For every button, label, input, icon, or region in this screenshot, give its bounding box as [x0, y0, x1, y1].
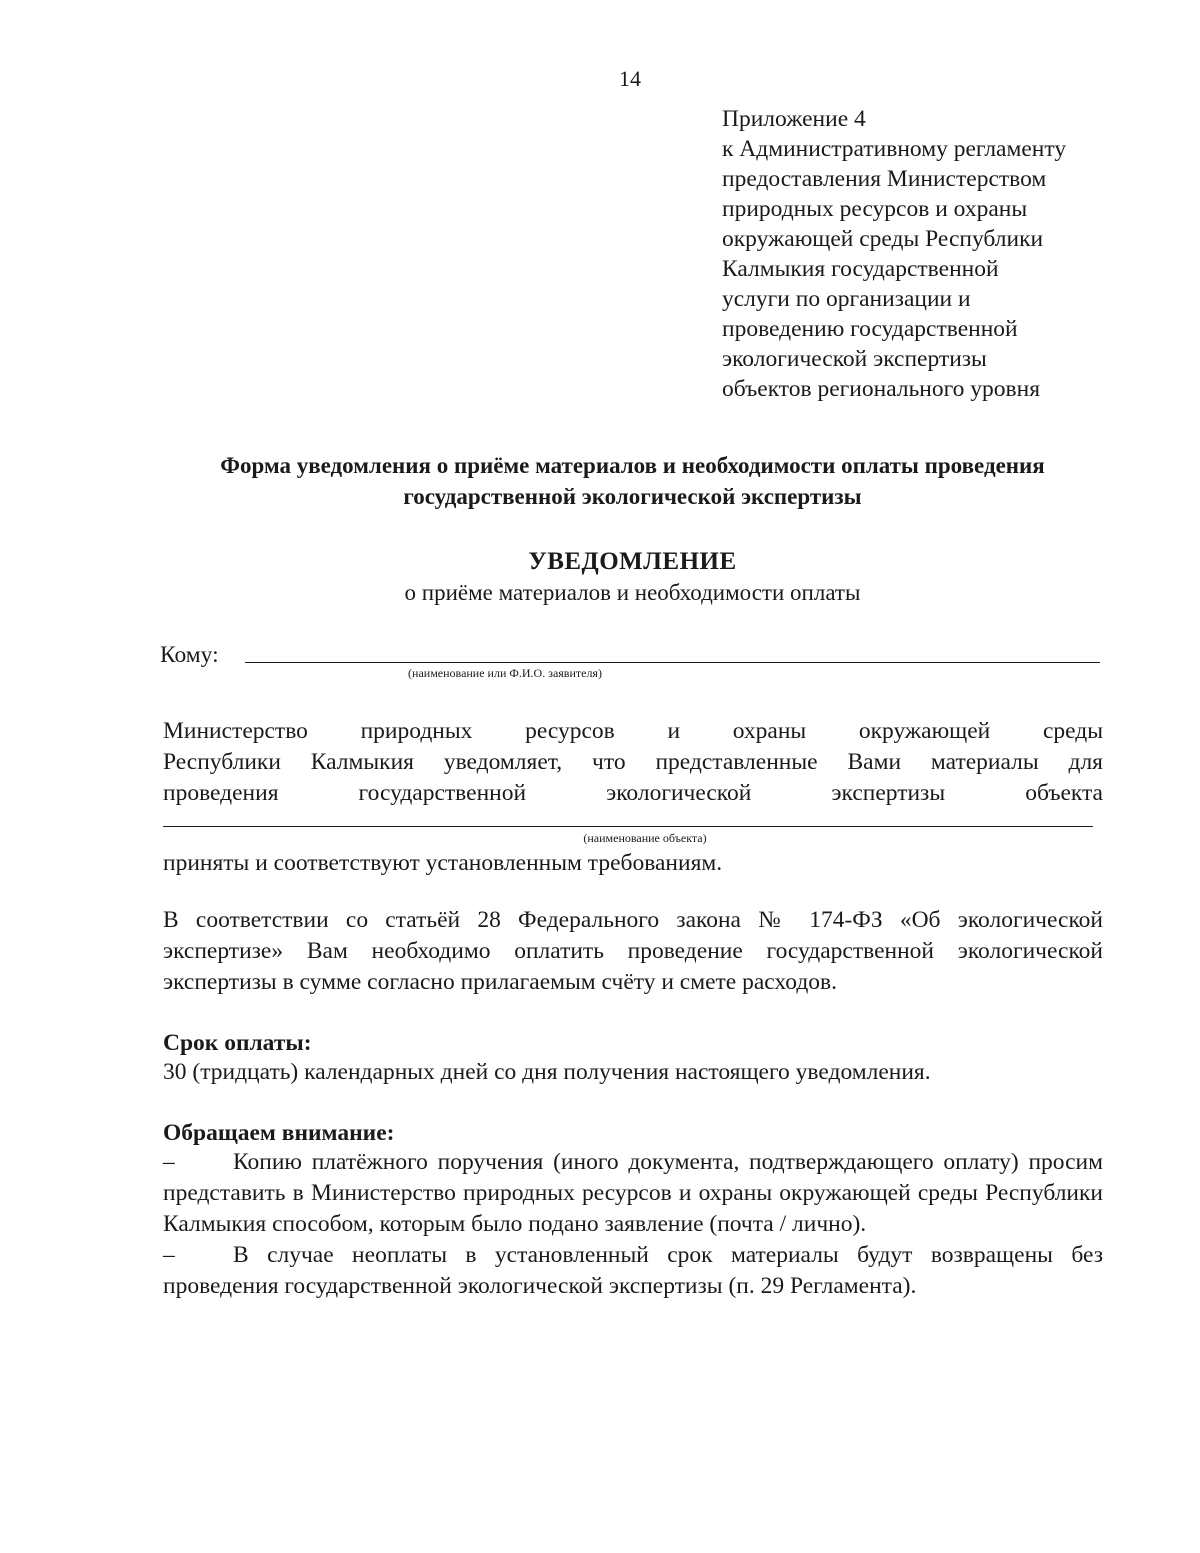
payment-paragraph: В соответствии со статьёй 28 Федерального закона № 174-ФЗ «Об экологической экспертизе» Вам необходимо оплатить проведение государственной экологической экспертизы в сумме согласно прилагаемым счёту и смете расходов. — [163, 907, 1103, 995]
list-item — [163, 1147, 1103, 1240]
notice-line: Республики Калмыкия уведомляет, что представленные Вами материалы для — [163, 749, 1103, 775]
attention-title: Обращаем внимание: — [163, 1120, 395, 1146]
deadline-title: Срок оплаты: — [163, 1030, 312, 1056]
deadline-text: 30 (тридцать) календарных дней со дня получения настоящего уведомления. — [163, 1059, 931, 1085]
appendix-line: экологической экспертизы — [722, 346, 987, 372]
appendix-reference — [722, 104, 1066, 404]
page-number: 14 — [619, 66, 641, 91]
bullet-dash: – — [163, 1242, 175, 1268]
list-item — [163, 1240, 1103, 1302]
list-item-text: Копию платёжного поручения (иного документа, подтверждающего оплату) просим представить в Министерство природных ресурсов и охраны окружающей среды Республики Калмыкия способом, которым было подано заявление (почта / лично). — [163, 1149, 1103, 1237]
form-title-line: государственной экологической экспертизы — [403, 484, 862, 509]
notice-heading: УВЕДОМЛЕНИЕ — [528, 548, 737, 575]
appendix-line: проведению государственной — [722, 316, 1018, 342]
recipient-label: Кому: — [160, 642, 219, 668]
appendix-line: услуги по организации и — [722, 286, 971, 312]
notice-line: Министерство природных ресурсов и охраны окружающей среды — [163, 718, 1103, 744]
form-title-line: Форма уведомления о приёме материалов и необходимости оплаты проведения — [220, 453, 1045, 478]
object-blank-line[interactable] — [163, 826, 1093, 827]
object-caption: (наименование объекта) — [583, 831, 707, 845]
appendix-line: предоставления Министерством — [722, 166, 1047, 192]
accepted-text: приняты и соответствуют установленным требованиям. — [163, 850, 723, 876]
notice-subheading: о приёме материалов и необходимости оплаты — [404, 580, 861, 605]
attention-list — [163, 1147, 1103, 1302]
recipient-caption: (наименование или Ф.И.О. заявителя) — [408, 666, 602, 680]
form-title — [160, 450, 1105, 512]
appendix-line: Приложение 4 — [722, 106, 866, 132]
list-item-text: В случае неоплаты в установленный срок материалы будут возвращены без проведения государственной экологической экспертизы (п. 29 Регламента). — [163, 1242, 1103, 1299]
recipient-blank-line[interactable] — [245, 662, 1100, 663]
appendix-line: Калмыкия государственной — [722, 256, 999, 282]
notice-line: проведения государственной экологической экспертизы объекта — [163, 780, 1103, 806]
appendix-line: природных ресурсов и охраны — [722, 196, 1028, 222]
appendix-line: окружающей среды Республики — [722, 226, 1044, 252]
bullet-dash: – — [163, 1149, 175, 1175]
appendix-line: к Административному регламенту — [722, 136, 1067, 162]
appendix-line: объектов регионального уровня — [722, 376, 1041, 402]
